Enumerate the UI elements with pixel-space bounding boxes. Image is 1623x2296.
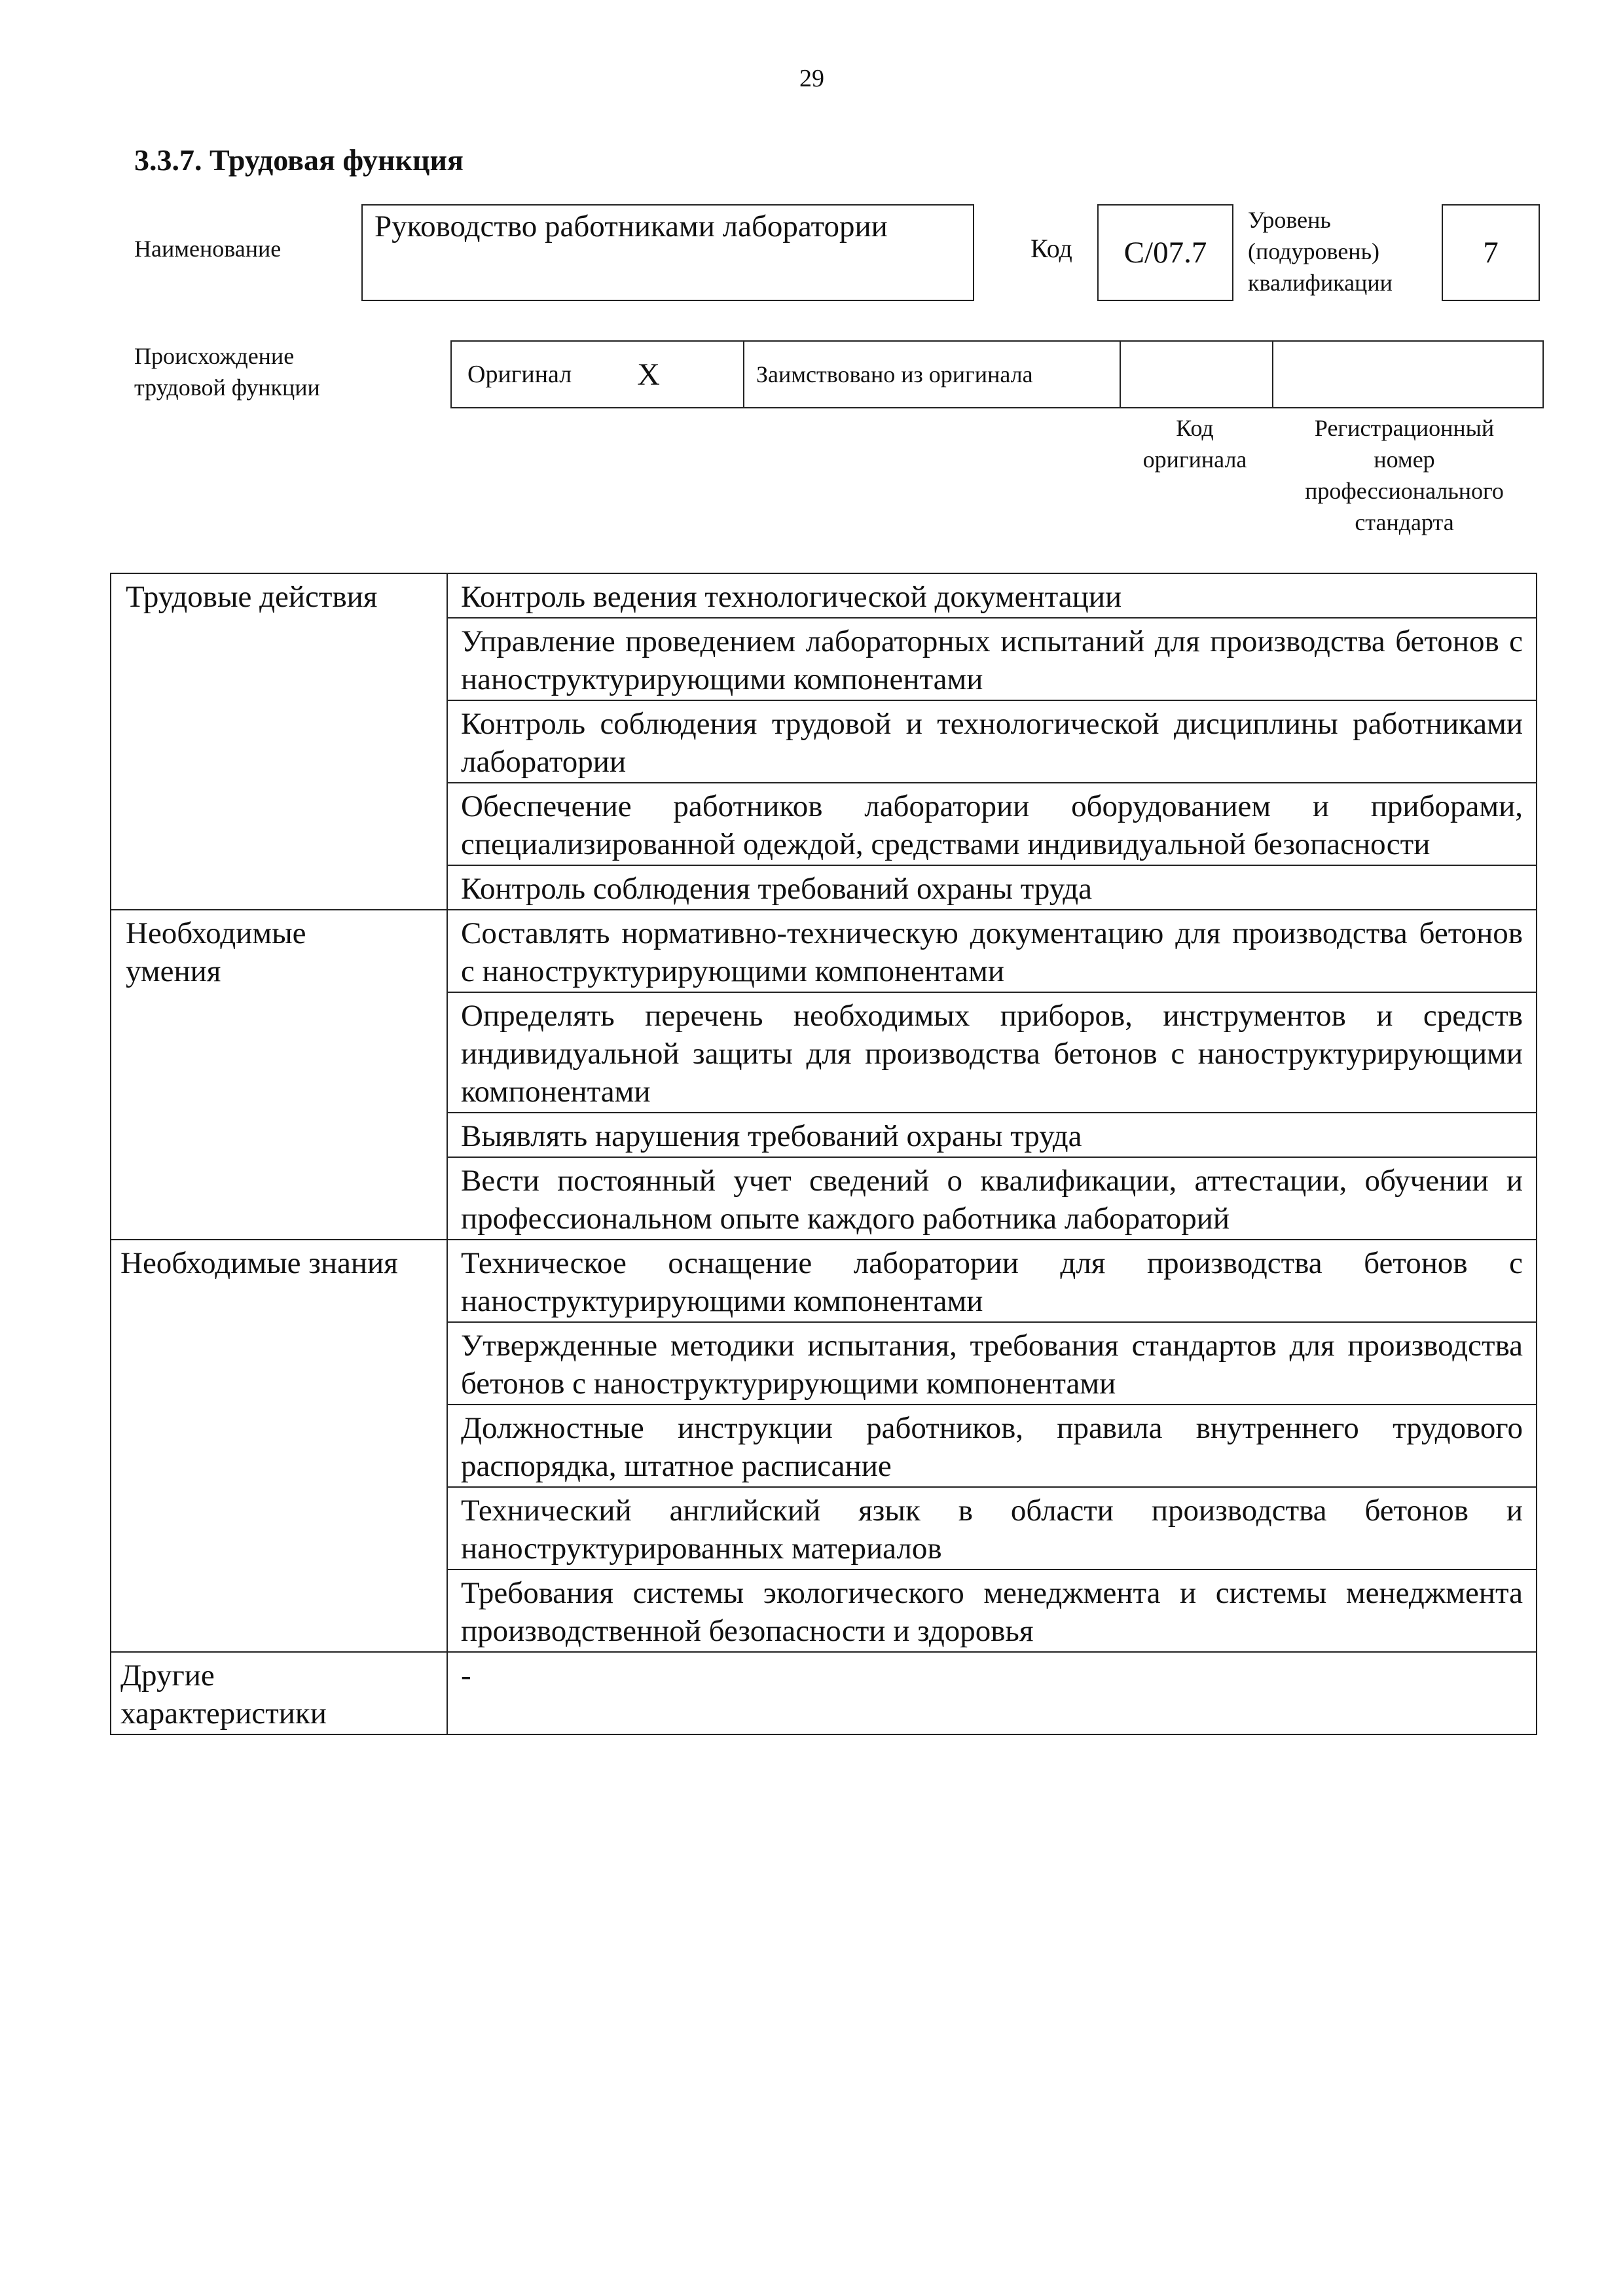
labor-actions-label: Трудовые действия <box>111 573 447 910</box>
level-label-line-2: (подуровень) <box>1248 238 1379 264</box>
origin-label-line-2: трудовой функции <box>134 374 320 401</box>
code-value-box <box>1097 204 1233 301</box>
other-label <box>111 1652 447 1734</box>
original-code-cell <box>1121 342 1273 407</box>
table-row <box>111 910 1537 992</box>
reg-number-caption-line-2: номер <box>1374 446 1435 473</box>
name-value-box <box>361 204 974 301</box>
reg-number-caption-line-3: профессионального <box>1305 478 1504 504</box>
level-label-line-1: Уровень <box>1248 207 1331 233</box>
other-label-line-1: Другие <box>120 1659 215 1693</box>
knowledge-item: Технический английский язык в области производства бетонов и наноструктурированных материалов <box>447 1487 1537 1570</box>
labor-action-item: Обеспечение работников лаборатории оборудованием и приборами, специализированной одеждой, средствами индивидуальной безопасности <box>447 783 1537 865</box>
reg-number-caption-line-4: стандарта <box>1355 509 1454 535</box>
borrowed-label: Заимствовано из оригинала <box>756 361 1033 387</box>
knowledge-item: Должностные инструкции работников, правила внутреннего трудового распорядка, штатное расписание <box>447 1405 1537 1487</box>
code-label: Код <box>1030 234 1072 263</box>
level-value: 7 <box>1483 236 1499 270</box>
original-mark: X <box>637 357 660 392</box>
reg-number-caption-line-1: Регистрационный <box>1314 415 1495 441</box>
knowledge-item: Требования системы экологического менеджмента и системы менеджмента производственной безопасности и здоровья <box>447 1570 1537 1652</box>
section-title: 3.3.7. Трудовая функция <box>134 143 464 177</box>
labor-function-table <box>110 573 1537 1735</box>
level-label-line-3: квалификации <box>1248 270 1393 296</box>
borrowed-cell <box>744 342 1121 407</box>
origin-box <box>450 340 1544 408</box>
knowledge-label: Необходимые знания <box>111 1240 447 1652</box>
original-code-caption <box>1120 412 1270 475</box>
original-code-caption-line-2: оригинала <box>1142 446 1247 473</box>
page-number: 29 <box>799 65 824 92</box>
labor-action-item: Контроль соблюдения трудовой и технологической дисциплины работниками лаборатории <box>447 700 1537 783</box>
skill-item: Определять перечень необходимых приборов, инструментов и средств индивидуальной защиты для производства бетонов с наноструктурирующими компонентами <box>447 992 1537 1113</box>
skills-label-line-1: Необходимые <box>126 916 306 950</box>
skill-item: Выявлять нарушения требований охраны труда <box>447 1113 1537 1157</box>
reg-number-cell <box>1273 342 1542 407</box>
level-value-box <box>1442 204 1540 301</box>
original-code-caption-line-1: Код <box>1176 415 1214 441</box>
other-label-line-2: характеристики <box>120 1696 327 1731</box>
origin-label-line-1: Происхождение <box>134 343 295 369</box>
labor-action-item: Контроль ведения технологической документации <box>447 573 1537 618</box>
code-value: C/07.7 <box>1123 236 1207 270</box>
name-label: Наименование <box>134 236 282 262</box>
table-row <box>111 1652 1537 1734</box>
skill-item: Вести постоянный учет сведений о квалификации, аттестации, обучении и профессиональном опыте каждого работника лабораторий <box>447 1157 1537 1240</box>
labor-action-item: Контроль соблюдения требований охраны труда <box>447 865 1537 910</box>
labor-action-item: Управление проведением лабораторных испытаний для производства бетонов с наноструктурирующими компонентами <box>447 618 1537 700</box>
table-row <box>111 1240 1537 1322</box>
skill-item: Составлять нормативно-техническую документацию для производства бетонов с наноструктурирующими компонентами <box>447 910 1537 992</box>
skills-label-line-2: умения <box>126 954 221 988</box>
reg-number-caption <box>1277 412 1532 538</box>
original-label: Оригинал <box>467 361 572 388</box>
original-cell <box>452 342 744 407</box>
origin-label <box>134 340 320 403</box>
other-value: - <box>447 1652 1537 1734</box>
skills-label <box>111 910 447 1240</box>
table-row <box>111 573 1537 618</box>
knowledge-item: Техническое оснащение лаборатории для производства бетонов с наноструктурирующими компонентами <box>447 1240 1537 1322</box>
knowledge-item: Утвержденные методики испытания, требования стандартов для производства бетонов с наноструктурирующими компонентами <box>447 1322 1537 1405</box>
level-label <box>1248 204 1444 298</box>
name-value: Руководство работниками лаборатории <box>374 209 888 243</box>
